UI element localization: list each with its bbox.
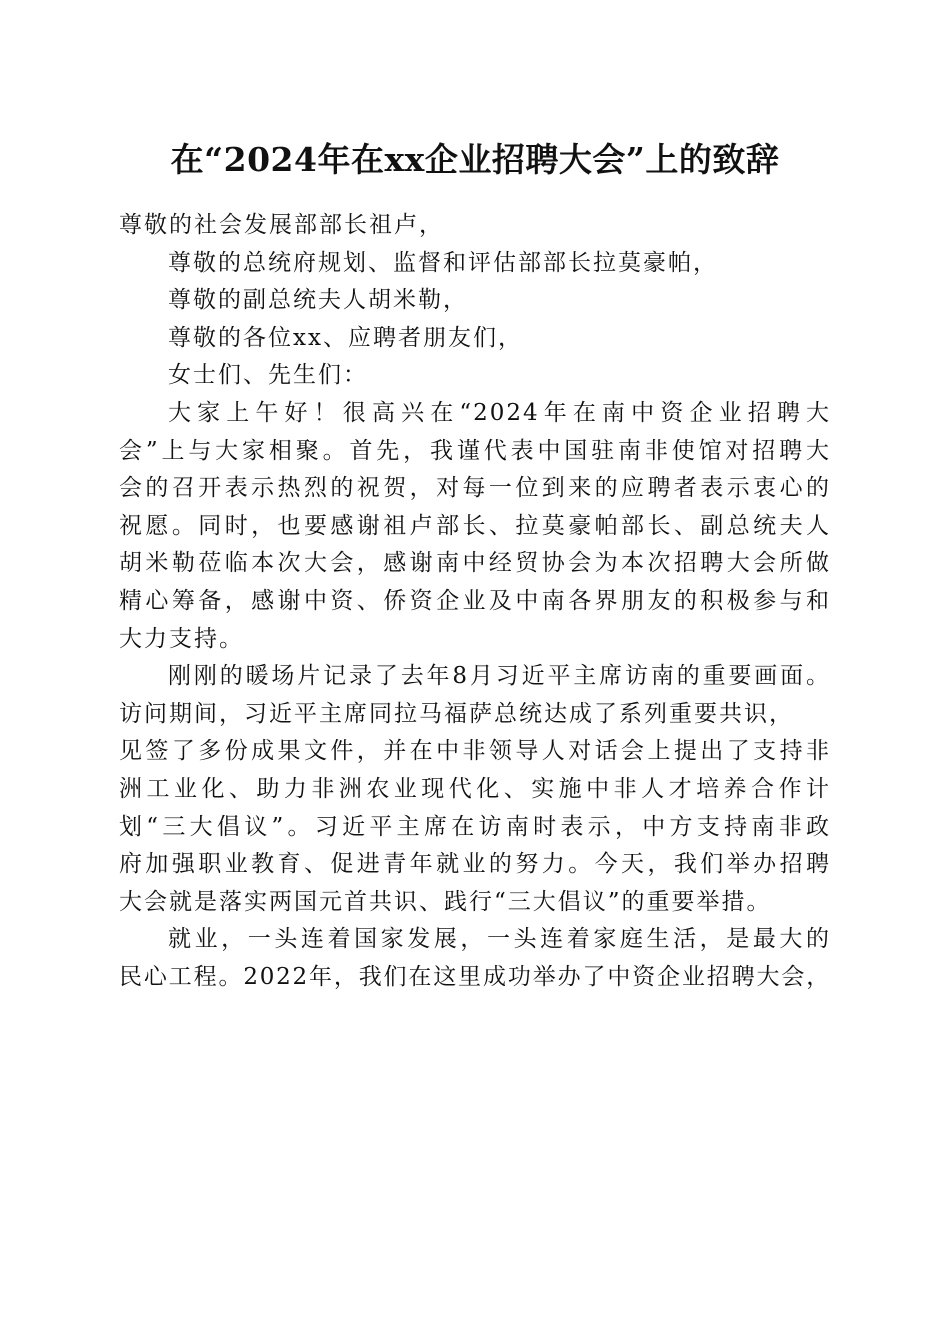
text-line: 大家上午好！很高兴在“2024年在南中资企业招聘大	[168, 399, 831, 426]
text-line: 精心筹备，感谢中资、侨资企业及中南各界朋友的积极参与和	[119, 587, 831, 614]
text-line: 访问期间，习近平主席同拉马福萨总统达成了系列重要共识，	[119, 700, 794, 727]
document-title: 在“2024年在xx企业招聘大会”上的致辞	[170, 140, 780, 179]
text-line: 尊敬的社会发展部部长祖卢，	[119, 212, 444, 238]
text-line: 尊敬的副总统夫人胡米勒，	[168, 287, 468, 314]
text-line: 尊敬的总统府规划、监督和评估部部长拉莫豪帕，	[168, 249, 718, 276]
text-line: 刚刚的暖场片记录了去年8月习近平主席访南的重要画面。	[168, 663, 831, 690]
text-line: 祝愿。同时，也要感谢祖卢部长、拉莫豪帕部长、副总统夫人	[119, 512, 831, 539]
text-line: 民心工程。2022年，我们在这里成功举办了中资企业招聘大会，	[119, 963, 831, 990]
text-line: 划“三大倡议”。习近平主席在访南时表示，中方支持南非政	[119, 813, 831, 840]
text-line: 洲工业化、助力非洲农业现代化、实施中非人才培养合作计	[119, 775, 831, 802]
text-line: 府加强职业教育、促进青年就业的努力。今天，我们举办招聘	[119, 851, 831, 878]
text-line: 尊敬的各位xx、应聘者朋友们，	[168, 324, 523, 351]
text-line: 会”上与大家相聚。首先，我谨代表中国驻南非使馆对招聘大	[119, 437, 831, 464]
text-line: 大会就是落实两国元首共识、践行“三大倡议”的重要举措。	[119, 888, 772, 915]
text-line: 大力支持。	[119, 625, 244, 652]
text-line: 见签了多份成果文件，并在中非领导人对话会上提出了支持非	[119, 738, 831, 765]
text-line: 胡米勒莅临本次大会，感谢南中经贸协会为本次招聘大会所做	[119, 550, 831, 577]
document-body	[119, 207, 831, 996]
text-line: 会的召开表示热烈的祝贺，对每一位到来的应聘者表示衷心的	[119, 475, 831, 502]
text-line: 女士们、先生们：	[168, 362, 368, 389]
text-line: 就业，一头连着国家发展，一头连着家庭生活，是最大的	[168, 926, 831, 953]
